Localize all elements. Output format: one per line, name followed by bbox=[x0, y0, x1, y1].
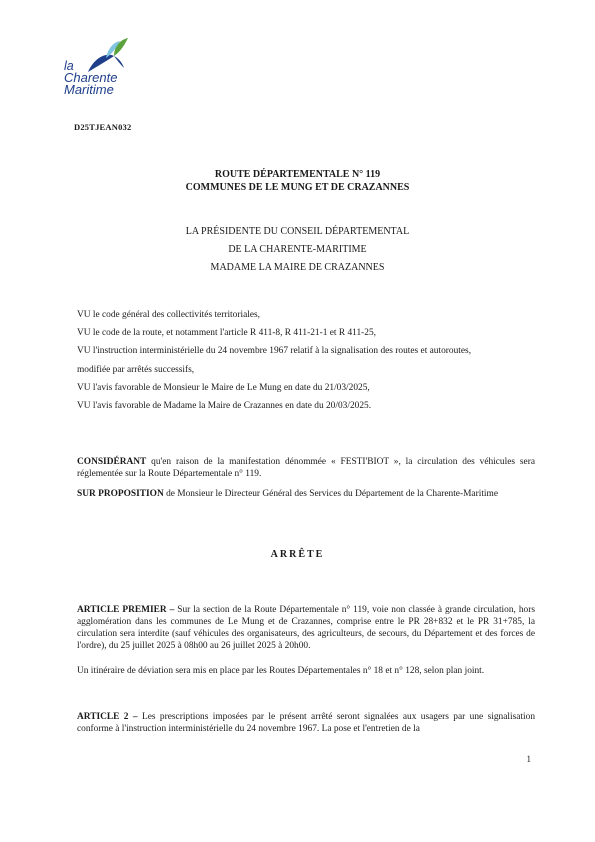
proposition-paragraph bbox=[77, 488, 535, 500]
article-1-detour-paragraph: Un itinéraire de déviation sera mis en place par les Routes Départementales n° 18 et n° 128, selon plan joint. bbox=[77, 666, 485, 676]
page-number: 1 bbox=[526, 754, 531, 764]
vu-item: VU l'instruction interministérielle du 24 novembre 1967 relatif à la signalisation des routes et autoroutes, bbox=[77, 346, 472, 357]
considerant-paragraph bbox=[77, 456, 535, 480]
vu-item: VU l'avis favorable de Monsieur le Maire de Le Mung en date du 21/03/2025, bbox=[77, 382, 370, 393]
vu-item: modifiée par arrêtés successifs, bbox=[77, 364, 195, 375]
document-title bbox=[0, 168, 595, 194]
authority-line-1: LA PRÉSIDENTE DU CONSEIL DÉPARTEMENTAL bbox=[185, 226, 410, 237]
vu-item: VU l'avis favorable de Madame la Maire de Crazannes en date du 20/03/2025. bbox=[77, 401, 372, 412]
authority-line-3: MADAME LA MAIRE DE CRAZANNES bbox=[210, 262, 385, 273]
article-1-paragraph bbox=[77, 604, 535, 652]
department-logo bbox=[62, 38, 142, 110]
vu-item: VU le code de la route, et notamment l'article R 411-8, R 411-21-1 et R 411-25, bbox=[77, 328, 377, 339]
considerant-text: qu'en raison de la manifestation dénommée « FESTI'BIOT », la circulation des véhicules sera réglementée sur la Route Départementale n° 119. bbox=[77, 457, 535, 479]
article-1-text: Sur la section de la Route Départementale n° 119, voie non classée à grande circulation, hors agglomération dans les communes de Le Mung et de Crazannes, comprise entre le PR 28+832 et le PR 31+785, la circulation sera interdite (sauf véhicules des organisateurs, des agriculteurs, de secours, du Département et des forces de l'ordre), du 25 juillet 2025 à 08h00 au 26 juillet 2025 à 20h00. bbox=[77, 605, 535, 651]
arrete-heading: ARRÊTE bbox=[270, 549, 325, 560]
article-1-label: ARTICLE PREMIER – bbox=[77, 605, 175, 615]
logo-line-1: la bbox=[64, 59, 74, 73]
proposition-label: SUR PROPOSITION bbox=[77, 489, 164, 499]
authority-block bbox=[0, 223, 595, 277]
logo-line-2: Charente bbox=[64, 70, 118, 85]
document-reference: D25TJEAN032 bbox=[74, 122, 132, 132]
article-2-label: ARTICLE 2 – bbox=[77, 712, 138, 722]
vu-list bbox=[77, 306, 537, 415]
logo-line-3: Maritime bbox=[64, 82, 114, 97]
authority-line-2: DE LA CHARENTE-MARITIME bbox=[228, 244, 367, 255]
title-line-1: ROUTE DÉPARTEMENTALE N° 119 bbox=[214, 169, 381, 180]
proposition-text: de Monsieur le Directeur Général des Services du Département de la Charente-Maritime bbox=[163, 489, 498, 499]
title-line-2: COMMUNES DE LE MUNG ET DE CRAZANNES bbox=[185, 182, 410, 193]
article-2-text: Les prescriptions imposées par le présent arrêté seront signalées aux usagers par une signalisation conforme à l'instruction interministérielle du 24 novembre 1967. La pose et l'entretien de la bbox=[77, 712, 536, 734]
article-2-paragraph bbox=[77, 711, 535, 735]
logo-wordmark bbox=[64, 60, 117, 96]
vu-item: VU le code général des collectivités territoriales, bbox=[77, 310, 260, 320]
considerant-label: CONSIDÉRANT bbox=[77, 457, 147, 467]
